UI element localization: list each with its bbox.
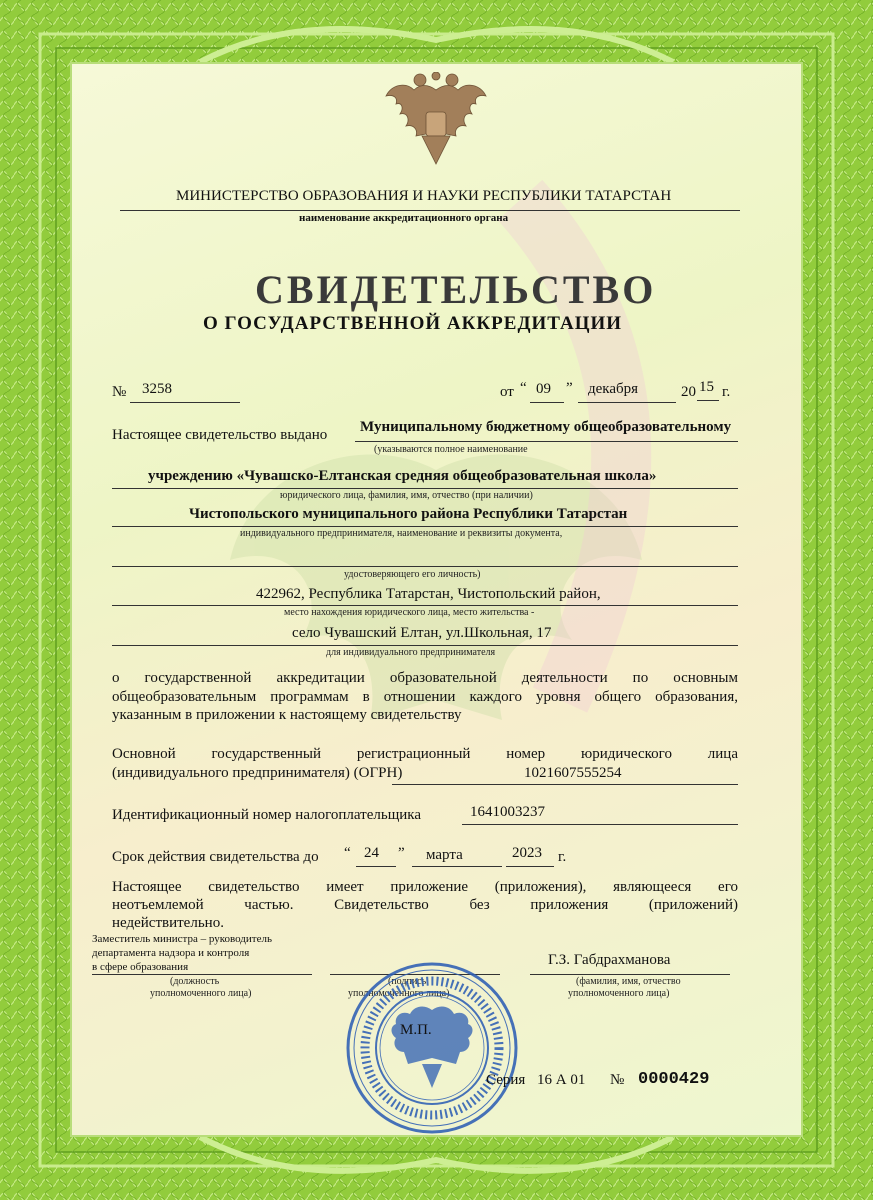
- ogrn-line-1: Основной государственный регистрационный номер юридического лица: [112, 746, 738, 762]
- position-caption-2: уполномоченного лица): [150, 988, 252, 999]
- position-line-3: в сфере образования: [92, 961, 189, 973]
- organization-underline-2: [112, 488, 738, 489]
- validity-day: 24: [364, 845, 379, 861]
- caption-entrepreneur-2: для индивидуального предпринимателя: [326, 647, 496, 658]
- organization-line-2: учреждению «Чувашско-Елтанская средняя общеобразовательная школа»: [148, 468, 657, 484]
- position-underline: [92, 974, 312, 975]
- signatory-caption-2: уполномоченного лица): [568, 988, 670, 999]
- signatory-caption-1: (фамилия, имя, отчество: [576, 976, 681, 987]
- caption-entrepreneur: индивидуального предпринимателя, наименование и реквизиты документа,: [240, 528, 563, 539]
- date-quote-open: “: [520, 380, 527, 396]
- stamp-label: М.П.: [400, 1022, 432, 1038]
- signature-caption-1: (подпись: [388, 976, 427, 987]
- series-label: Серия: [486, 1072, 526, 1088]
- organization-underline-1: [355, 441, 738, 442]
- caption-identity: удостоверяющего его личность): [344, 569, 481, 580]
- validity-month: марта: [426, 847, 463, 863]
- date-month-underline: [578, 402, 676, 403]
- organization-line-1: Муниципальному бюджетному общеобразовательному: [360, 419, 732, 435]
- ministry-name: МИНИСТЕРСТВО ОБРАЗОВАНИЯ И НАУКИ РЕСПУБЛИКИ ТАТАРСТАН: [176, 188, 672, 204]
- organization-underline-3: [112, 526, 738, 527]
- document-subtitle: О ГОСУДАРСТВЕННОЙ АККРЕДИТАЦИИ: [203, 313, 623, 334]
- caption-legal-entity: юридического лица, фамилия, имя, отчество (при наличии): [280, 490, 533, 501]
- date-month: декабря: [588, 381, 639, 397]
- validity-month-underline: [412, 866, 502, 867]
- validity-label: Срок действия свидетельства до: [112, 849, 319, 865]
- accreditation-line-2: общеобразовательным программам в отношении каждого уровня общего образования,: [112, 689, 738, 705]
- number-label: №: [112, 384, 127, 400]
- position-caption-1: (должность: [170, 976, 220, 987]
- ministry-caption: наименование аккредитационного органа: [299, 212, 509, 224]
- document-title: СВИДЕТЕЛЬСТВО: [255, 267, 657, 312]
- date-day-underline: [530, 402, 564, 403]
- appendix-line-1: Настоящее свидетельство имеет приложение (приложения), являющееся его: [112, 879, 738, 895]
- address-line-1: 422962, Республика Татарстан, Чистопольский район,: [256, 586, 601, 602]
- date-quote-close: ”: [566, 380, 573, 396]
- address-underline-2: [112, 645, 738, 646]
- validity-year: 2023: [512, 845, 542, 861]
- series-value: 16 А 01: [537, 1072, 586, 1088]
- certificate-number: 3258: [142, 381, 172, 397]
- position-line-1: Заместитель министра – руководитель: [92, 933, 272, 945]
- validity-year-underline: [506, 866, 554, 867]
- inn-label: Идентификационный номер налогоплательщика: [112, 807, 422, 823]
- date-day: 09: [536, 381, 551, 397]
- date-year-underline: [697, 400, 719, 401]
- inn-value: 1641003237: [470, 804, 545, 820]
- date-from-label: от: [500, 384, 514, 400]
- ministry-underline: [120, 210, 740, 211]
- signatory-name: Г.З. Габдрахманова: [548, 952, 671, 968]
- organization-line-3: Чистопольского муниципального района Республики Татарстан: [189, 506, 628, 522]
- validity-quote-open: “: [344, 845, 351, 861]
- date-year-prefix: 20: [681, 384, 696, 400]
- date-year-suffix: 15: [699, 379, 714, 395]
- official-seal-icon: [344, 960, 520, 1136]
- validity-year-label: г.: [558, 849, 567, 865]
- position-line-2: департамента надзора и контроля: [92, 947, 250, 959]
- date-year-label: г.: [722, 384, 731, 400]
- validity-quote-close: ”: [398, 845, 405, 861]
- ogrn-underline: [392, 784, 738, 785]
- ogrn-value: 1021607555254: [524, 765, 622, 781]
- serial-number-label: №: [610, 1072, 625, 1088]
- caption-full-name: (указываются полное наименование: [374, 444, 528, 455]
- caption-location: место нахождения юридического лица, место жительства -: [284, 607, 535, 618]
- address-underline-1: [112, 605, 738, 606]
- appendix-line-2: неотъемлемой частью. Свидетельство без приложения (приложений): [112, 897, 738, 913]
- number-underline: [130, 402, 240, 403]
- signature-caption-2: уполномоченного лица): [348, 988, 450, 999]
- validity-day-underline: [356, 866, 396, 867]
- coat-of-arms-icon: [376, 72, 496, 170]
- issued-label: Настоящее свидетельство выдано: [112, 427, 328, 443]
- empty-underline: [112, 566, 738, 567]
- accreditation-line-1: о государственной аккредитации образовательной деятельности по основным: [112, 670, 738, 686]
- signatory-underline: [530, 974, 730, 975]
- address-line-2: село Чувашский Елтан, ул.Школьная, 17: [292, 625, 552, 641]
- appendix-line-3: недействительно.: [112, 915, 224, 931]
- inn-underline: [462, 824, 738, 825]
- accreditation-line-3: указанным в приложении к настоящему свидетельству: [112, 707, 462, 723]
- serial-number: 0000429: [638, 1070, 710, 1089]
- ogrn-label: (индивидуального предпринимателя) (ОГРН): [112, 765, 403, 781]
